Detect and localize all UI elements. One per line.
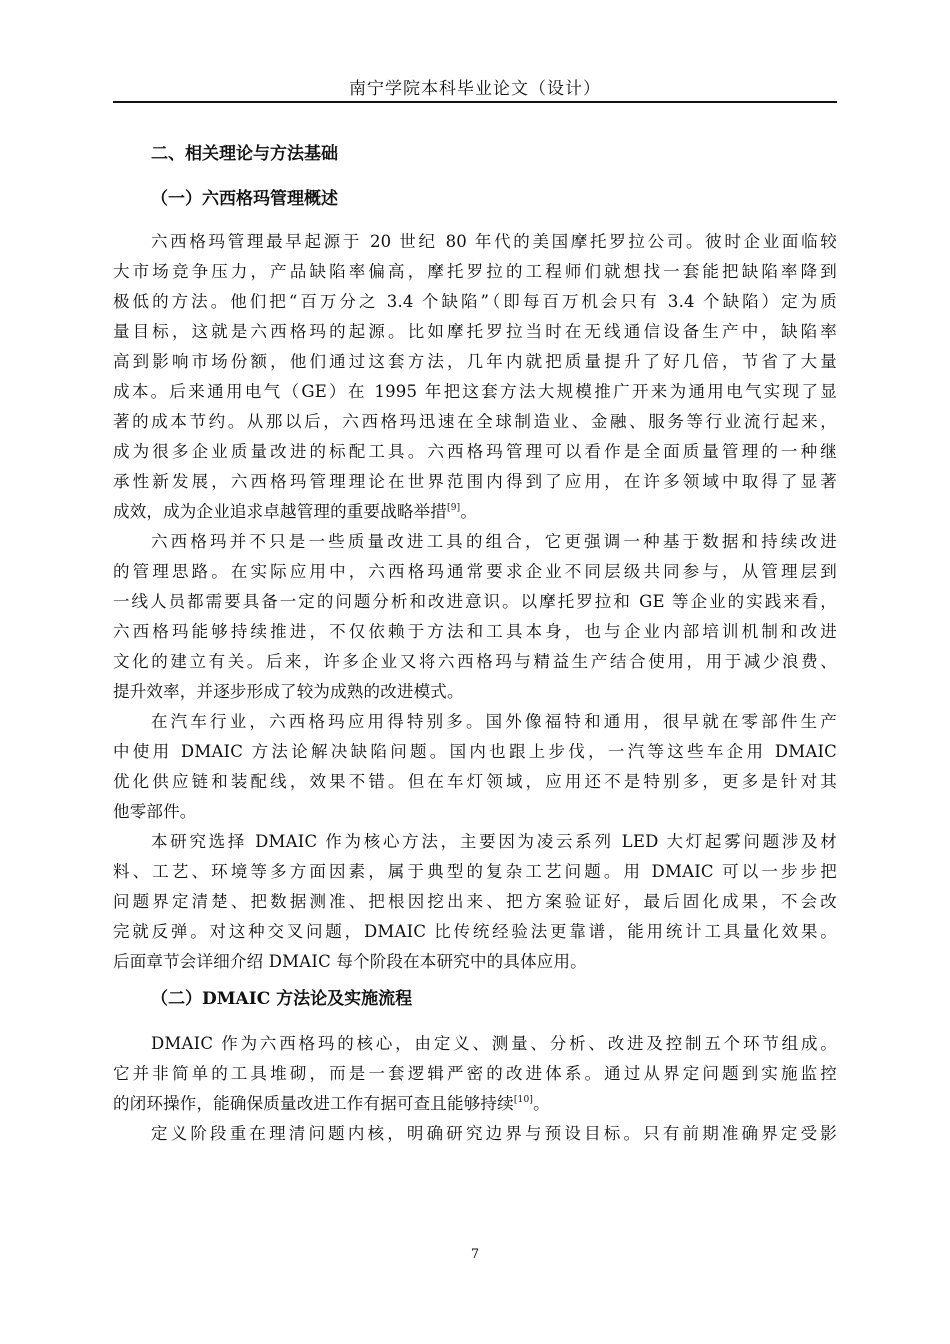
paragraph-line: 著的成本节约。从那以后，六西格玛迅速在全球制造业、金融、服务等行业流行起来， (113, 412, 837, 431)
paragraph-line: 的管理思路。在实际应用中，六西格玛通常要求企业不同层级共同参与，从管理层到 (113, 562, 837, 581)
paragraph-line: 文化的建立有关。后来，许多企业又将六西格玛与精益生产结合使用，用于减少浪费、 (113, 652, 837, 671)
paragraph-line (113, 1089, 837, 1119)
paragraph-line: 量目标，这就是六西格玛的起源。比如摩托罗拉当时在无线通信设备生产中，缺陷率 (113, 322, 837, 341)
running-header: 南宁学院本科毕业论文（设计） (349, 79, 601, 99)
header-rule (113, 101, 837, 103)
section-heading: 二、相关理论与方法基础 (151, 144, 338, 164)
line-end: 。 (533, 1094, 550, 1113)
paragraph-line: 成本。后来通用电气（GE）在 1995 年把这套方法大规模推广开来为通用电气实现了显 (113, 382, 837, 401)
paragraph-line: 本研究选择 DMAIC 作为核心方法，主要因为凌云系列 LED 大灯起雾问题涉及材 (151, 832, 837, 851)
paragraph-3 (113, 707, 837, 827)
paragraph-line: 极低的方法。他们把“百万分之 3.4 个缺陷”（即每百万机会只有 3.4 个缺陷）定为质 (113, 292, 837, 311)
paragraph-6 (113, 1119, 837, 1149)
paragraph-1 (113, 227, 837, 527)
paragraph-2 (113, 527, 837, 707)
paragraph-4 (113, 827, 837, 977)
paragraph-line: 在汽车行业，六西格玛应用得特别多。国外像福特和通用，很早就在零部件生产 (151, 712, 837, 731)
citation-marker: [10] (513, 1095, 534, 1105)
line-text: 的闭环操作，能确保质量改进工作有据可查且能够持续 (113, 1094, 514, 1113)
paragraph-line: 他零部件。 (113, 802, 197, 821)
paragraph-line: 六西格玛并不只是一些质量改进工具的组合，它更强调一种基于数据和持续改进 (151, 532, 837, 551)
paragraph-line: 问题界定清楚、把数据测准、把根因挖出来、把方案验证好，最后固化成果，不会改 (113, 892, 837, 911)
paragraph-line: 完就反弹。对这种交叉问题，DMAIC 比传统经验法更靠谱，能用统计工具量化效果。 (113, 922, 837, 941)
subsection-heading-1: （一）六西格玛管理概述 (151, 189, 338, 209)
page-body (113, 138, 837, 1149)
paragraph-line: 成为很多企业质量改进的标配工具。六西格玛管理可以看作是全面质量管理的一种继 (113, 442, 837, 461)
paragraph-5 (113, 1029, 837, 1119)
line-end: 。 (460, 502, 478, 521)
paragraph-line: 大市场竞争压力，产品缺陷率偏高，摩托罗拉的工程师们就想找一套能把缺陷率降到 (113, 262, 837, 281)
paragraph-line: 六西格玛管理最早起源于 20 世纪 80 年代的美国摩托罗拉公司。彼时企业面临较 (151, 232, 837, 251)
citation-marker: [9] (447, 503, 461, 513)
paragraph-line: 它并非简单的工具堆砌，而是一套逻辑严密的改进体系。通过从界定问题到实施监控 (113, 1064, 837, 1083)
paragraph-line: DMAIC 作为六西格玛的核心，由定义、测量、分析、改进及控制五个环节组成。 (151, 1034, 837, 1053)
paragraph-line: 一线人员都需要具备一定的问题分析和改进意识。以摩托罗拉和 GE 等企业的实践来看， (113, 592, 837, 611)
paragraph-line: 六西格玛能够持续推进，不仅依赖于方法和工具本身，也与企业内部培训机制和改进 (113, 622, 837, 641)
subsection-heading-2: （二）DMAIC 方法论及实施流程 (151, 989, 413, 1009)
paragraph-line: 中使用 DMAIC 方法论解决缺陷问题。国内也跟上步伐，一汽等这些车企用 DMAIC (113, 742, 837, 761)
paragraph-line: 定义阶段重在理清问题内核，明确研究边界与预设目标。只有前期准确界定受影 (151, 1124, 837, 1143)
paragraph-line: 提升效率，并逐步形成了较为成熟的改进模式。 (113, 682, 464, 701)
page-number: 7 (470, 1247, 480, 1262)
line-text: 成效，成为企业追求卓越管理的重要战略举措 (113, 502, 447, 521)
paragraph-line: 优化供应链和装配线，效果不错。但在车灯领域，应用还不是特别多，更多是针对其 (113, 772, 837, 791)
paragraph-line: 后面章节会详细介绍 DMAIC 每个阶段在本研究中的具体应用。 (113, 952, 587, 971)
paragraph-line (113, 497, 837, 527)
paragraph-line: 高到影响市场份额，他们通过这套方法，几年内就把质量提升了好几倍，节省了大量 (113, 352, 837, 371)
paragraph-line: 承性新发展，六西格玛管理理论在世界范围内得到了应用，在许多领域中取得了显著 (113, 472, 837, 491)
paragraph-line: 料、工艺、环境等多方面因素，属于典型的复杂工艺问题。用 DMAIC 可以一步步把 (113, 862, 837, 881)
